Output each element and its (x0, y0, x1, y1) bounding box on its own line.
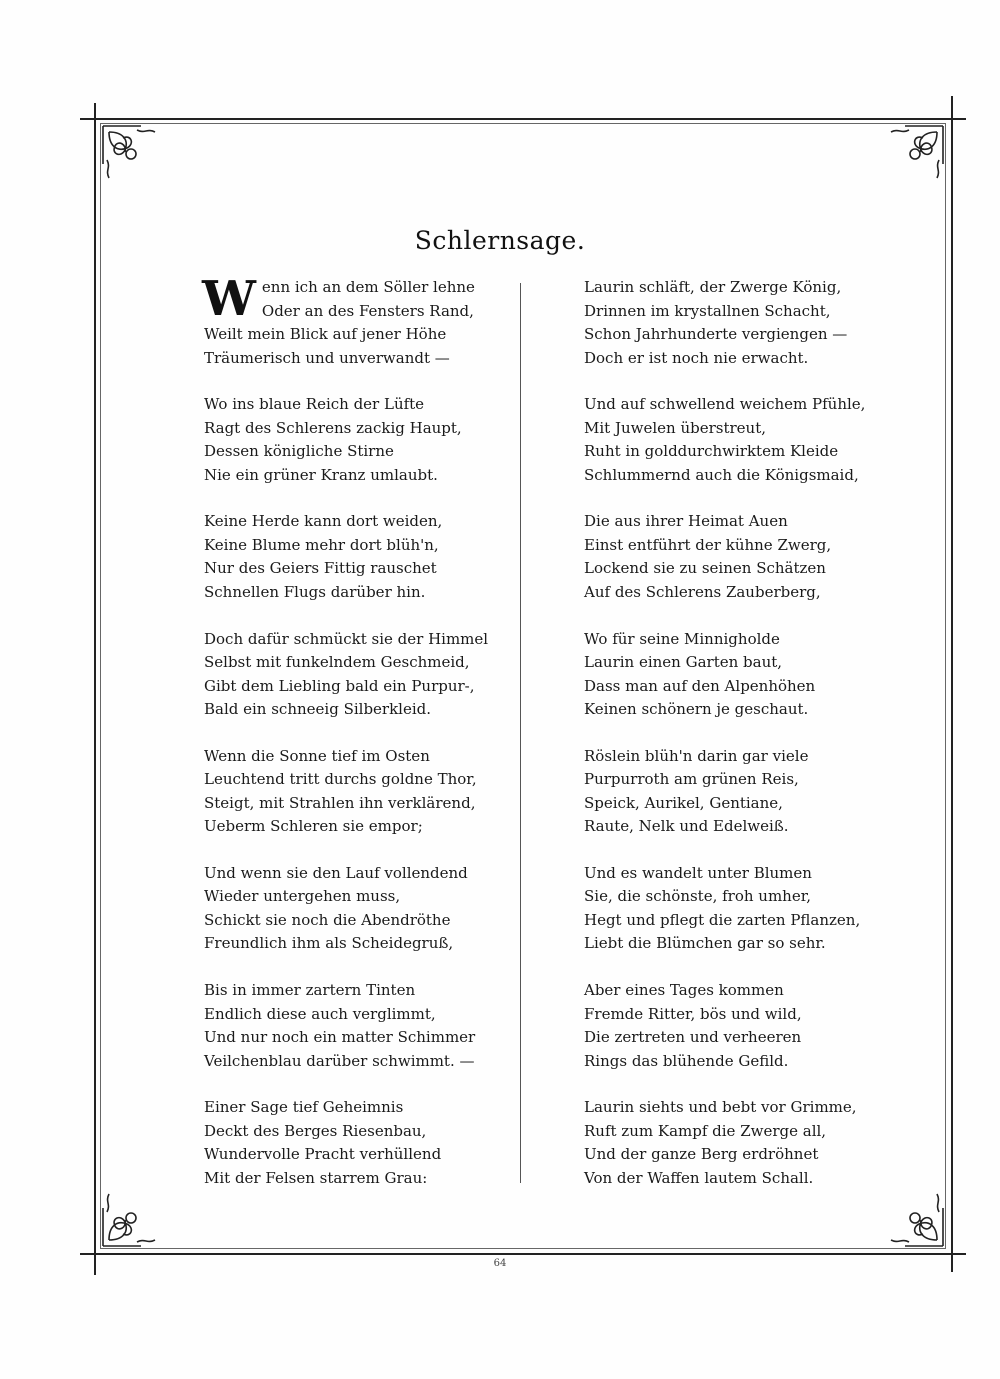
stanza (204, 862, 504, 956)
verse-line: Freundlich ihm als Scheidegruß, (204, 934, 454, 953)
verse-line: Und wenn sie den Lauf vollendend (204, 863, 468, 882)
inner-frame-bottom (100, 1248, 946, 1249)
stanza (204, 979, 504, 1073)
frame-left-line (94, 103, 96, 1275)
verse-line: Weilt mein Blick auf jener Höhe (204, 325, 447, 343)
inner-frame-right (945, 123, 946, 1249)
verse-line: Doch er ist noch nie erwacht. (584, 348, 809, 367)
drop-cap: W (202, 271, 256, 327)
verse-line: Schon Jahrhunderte vergiengen — (584, 325, 848, 343)
verse-line: Ueberm Schleren sie empor; (204, 817, 423, 836)
verse-line: Rings das blühende Gefild. (584, 1051, 789, 1070)
stanza (204, 628, 504, 722)
verse-line: Laurin einen Garten baut, (584, 653, 783, 672)
verse-line: Selbst mit funkelndem Geschmeid, (204, 653, 470, 672)
verse-line: Dessen königliche Stirne (204, 442, 394, 461)
verse-line: Und der ganze Berg erdröhnet (584, 1145, 819, 1164)
left-column (202, 271, 504, 1190)
verse-line: Schickt sie noch die Abendröthe (204, 910, 451, 929)
inner-frame-left (100, 123, 101, 1249)
verse-line: Bald ein schneeig Silberkleid. (204, 700, 432, 719)
verse-line: Endlich diese auch verglimmt, (204, 1004, 436, 1023)
stanza (584, 276, 884, 370)
verse-line: Gibt dem Liebling bald ein Purpur-, (204, 676, 475, 695)
frame-right-line (951, 96, 953, 1272)
verse-line: Deckt des Berges Riesenbau, (204, 1121, 427, 1140)
ornament-bottom-left-icon (101, 1184, 165, 1248)
verse-line: Laurin schläft, der Zwerge König, (584, 278, 842, 296)
verse-line: Mit Juwelen überstreut, (584, 418, 766, 437)
verse-line: Fremde Ritter, bös und wild, (584, 1004, 802, 1023)
verse-line: Dass man auf den Alpenhöhen (584, 676, 816, 695)
verse-line: Ruft zum Kampf die Zwerge all, (584, 1121, 827, 1140)
ornament-bottom-right-icon (881, 1184, 945, 1248)
verse-line: Die aus ihrer Heimat Auen (584, 512, 788, 531)
frame-top-line (80, 118, 966, 120)
verse-line: Doch dafür schmückt sie der Himmel (204, 629, 489, 648)
verse-line: Nur des Geiers Fittig rauschet (204, 559, 437, 578)
verse-line: Wo ins blaue Reich der Lüfte (204, 395, 425, 414)
verse-line: Laurin siehts und bebt vor Grimme, (584, 1098, 857, 1117)
verse-line: Und nur noch ein matter Schimmer (204, 1028, 476, 1047)
verse-line: Ragt des Schlerens zackig Haupt, (204, 418, 462, 437)
verse-line: Röslein blüh'n darin gar viele (584, 746, 809, 765)
stanza (584, 862, 884, 956)
verse-line: Einer Sage tief Geheimnis (204, 1098, 404, 1117)
verse-line: Lockend sie zu seinen Schätzen (584, 559, 826, 578)
verse-line: Keine Herde kann dort weiden, (204, 512, 443, 531)
verse-line: Hegt und pflegt die zarten Pflanzen, (584, 910, 861, 929)
verse-line: Einst entführt der kühne Zwerg, (584, 535, 832, 554)
inner-frame-top (100, 123, 946, 124)
verse-line: Speick, Aurikel, Gentiane, (584, 793, 783, 812)
verse-line: Raute, Nelk und Edelweiß. (584, 817, 789, 836)
verse-line: Oder an des Fensters Rand, (261, 301, 474, 320)
verse-line: Träumerisch und unverwandt — (204, 348, 450, 367)
stanza (584, 745, 884, 839)
right-column (584, 276, 884, 1190)
stanza (204, 745, 504, 839)
verse-line: Purpurroth am grünen Reis, (584, 770, 799, 789)
verse-line: Wundervolle Pracht verhüllend (204, 1145, 442, 1164)
stanza (584, 628, 884, 722)
verse-line: Liebt die Blümchen gar so sehr. (584, 934, 826, 953)
verse-line: Schnellen Flugs darüber hin. (204, 582, 426, 601)
verse-line: Und auf schwellend weichem Pfühle, (584, 395, 866, 414)
verse-line: Wieder untergehen muss, (204, 887, 401, 906)
stanza (204, 510, 504, 604)
page-number: 64 (493, 1258, 507, 1269)
stanza (202, 271, 504, 370)
verse-line: Bis in immer zartern Tinten (204, 981, 416, 1000)
stanza (584, 510, 884, 604)
verse-line: Wenn die Sonne tief im Osten (204, 746, 430, 765)
verse-line: Mit der Felsen starrem Grau: (204, 1168, 428, 1187)
poem-title: Schlernsage. (414, 226, 586, 255)
verse-line: Schlummernd auch die Königsmaid, (584, 465, 859, 484)
ornament-top-right-icon (881, 124, 945, 188)
stanza (584, 393, 884, 487)
stanza (204, 1096, 504, 1190)
verse-line: Keine Blume mehr dort blüh'n, (204, 535, 439, 554)
verse-line: Wo für seine Minnigholde (584, 629, 780, 648)
stanza (204, 393, 504, 487)
verse-line: Die zertreten und verheeren (584, 1028, 802, 1047)
verse-line: Veilchenblau darüber schwimmt. — (204, 1051, 475, 1070)
verse-line: Aber eines Tages kommen (584, 981, 784, 1000)
ornament-top-left-icon (101, 124, 165, 188)
frame-bottom-line (80, 1253, 966, 1255)
verse-line: Nie ein grüner Kranz umlaubt. (204, 465, 438, 484)
verse-line: enn ich an dem Söller lehne (261, 278, 475, 296)
verse-line: Sie, die schönste, froh umher, (584, 887, 812, 906)
verse-line: Ruht in golddurchwirktem Kleide (584, 442, 839, 461)
verse-line: Leuchtend tritt durchs goldne Thor, (204, 770, 477, 789)
stanza (584, 1096, 884, 1190)
stanza (584, 979, 884, 1073)
verse-line: Steigt, mit Strahlen ihn verklärend, (204, 793, 476, 812)
verse-line: Von der Waffen lautem Schall. (584, 1168, 814, 1187)
verse-line: Und es wandelt unter Blumen (584, 863, 812, 882)
verse-line: Auf des Schlerens Zauberberg, (584, 582, 821, 601)
column-divider (520, 283, 521, 1183)
verse-line: Drinnen im krystallnen Schacht, (584, 301, 831, 320)
verse-line: Keinen schönern je geschaut. (584, 700, 809, 719)
